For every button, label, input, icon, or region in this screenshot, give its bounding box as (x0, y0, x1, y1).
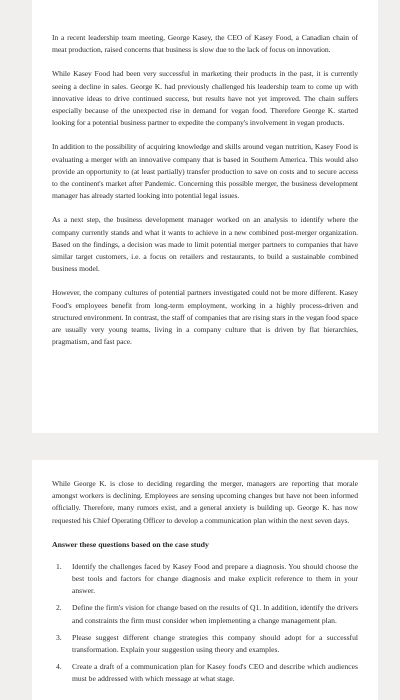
question-text: Create a draft of a communication plan for Kasey food's CEO and describe which audiences must be addressed with which message at what stage. (72, 662, 358, 684)
question-number: 1. (56, 561, 62, 571)
paragraph-company-cultures: However, the company cultures of potential partners investigated could not be more different. Kasey Food's employees benefit from long-term employment, working in a highly process-driven and structured environment. In contrast, the staff of companies that are rising stars in the vegan food space are usually very young teams, living in a company culture that is driven by flat hierarchies, pragmatism, and fast pace. (52, 288, 358, 347)
question-text: Identify the challenges faced by Kasey Food and prepare a diagnosis. You should choose the best tools and factors for change diagnosis and make explicit reference to them in your answer. (72, 561, 358, 596)
questions-list (52, 561, 358, 686)
question-number: 2. (56, 603, 62, 613)
question-item (56, 632, 358, 656)
paragraph-intro: In a recent leadership team meeting, George Kasey, the CEO of Kasey Food, a Canadian chain of meat production, raised concerns that business is slow due to the lack of focus on innovation. (52, 33, 358, 55)
questions-heading: Answer these questions based on the case study (52, 539, 209, 549)
question-item (56, 661, 358, 685)
document-page-2 (32, 460, 378, 700)
question-item (56, 602, 358, 626)
document-page-1 (32, 0, 378, 433)
paragraph-morale: While George K. is close to deciding regarding the merger, managers are reporting that morale amongst workers is declining. Employees are sensing upcoming changes but have not been informed officially. Therefore, many rumors exist, and a general anxiety is building up. George K. has now requested his Chief Operating Officer to develop a communication plan within the next seven days. (52, 479, 358, 525)
paragraph-merger-evaluation: In addition to the possibility of acquiring knowledge and skills around vegan nutrition, Kasey Food is evaluating a merger with an innovative company that is based in Southern America. This would also provide an opportunity to (at least partially) transfer production to save on costs and to secure access to the continent's market after Pandemic. Concerning this possible merger, the business development manager has already started looking into potential legal issues. (52, 142, 358, 201)
question-item (56, 561, 358, 598)
question-text: Define the firm's vision for change based on the results of Q1. In addition, identify the drivers and constraints the firm must consider when implementing a change management plan. (72, 603, 358, 625)
question-text: Please suggest different change strategies this company should adopt for a successful transformation. Explain your suggestion using theory and examples. (72, 632, 358, 655)
paragraph-next-step: As a next step, the business development manager worked on an analysis to identify where the company currently stands and what it wants to achieve in a new combined post-merger organization. Based on the findings, a decision was made to limit potential merger partners to companies that have similar target customers, i.e. a focus on retailers and restaurants, to build a sustainable combined business model. (52, 215, 358, 274)
paragraph-sales-decline: While Kasey Food had been very successful in marketing their products in the past, it is currently seeing a decline in sales. George K. had previously challenged his leadership team to come up with innovative ideas to drive continued success, but results have not yet improved. The chain suffers especially because of the unexpected rise in demand for vegan food. Therefore George K. started looking for a potential business partner to expedite the company's involvement in vegan products. (52, 69, 358, 128)
question-number: 4. (56, 662, 62, 672)
question-number: 3. (56, 632, 62, 642)
